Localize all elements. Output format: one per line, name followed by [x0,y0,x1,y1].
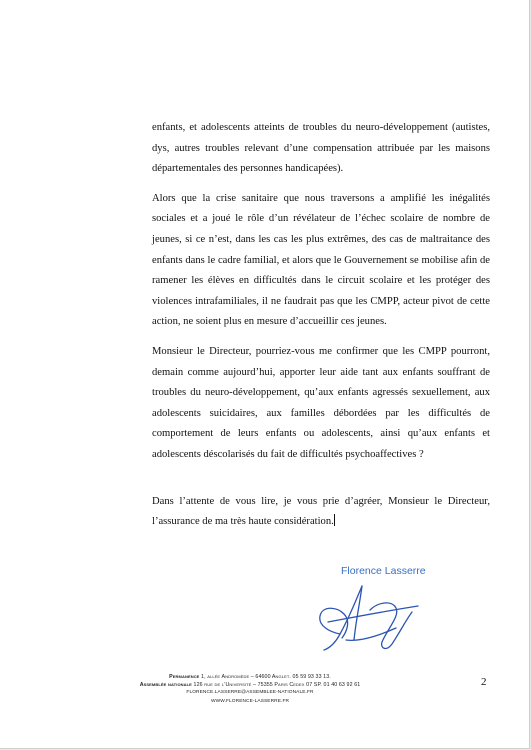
signature-name: Florence Lasserre [341,565,426,577]
page-number: 2 [481,676,487,688]
closing-paragraph [152,492,490,533]
footer-permanence-line [100,673,400,681]
text-cursor [334,514,335,526]
footer-assemblee-label: Assemblée nationale [139,682,192,689]
paragraph-2: Alors que la crise sanitaire que nous traversons a amplifié les inégalités sociales et a joué le rôle d’un révélateur de l’échec scolaire de nombre de jeunes, si ce n’est, dans les cas les plus extrêmes, des cas de maltraitance des enfants dans le cadre familial, et alors que le Gouvernement se mobilise afin de ramener les élèves en difficultés dans le circuit scolaire et les protéger des violences intrafamiliales, il ne faudrait pas que les CMPP, acteur pivot de cette action, ne soient plus en mesure d’accueillir ces jeunes. [152,192,490,328]
footer [100,673,400,706]
footer-permanence-address: 1, allée Andromède – 64600 Anglet. 05 59 93 33 13. [201,674,331,680]
closing-text: Dans l’attente de vous lire, je vous prie d’agréer, Monsieur le Directeur, l’assurance de ma très haute considération. [152,495,490,528]
footer-email: FLORENCE.LASSERRE@ASSEMBLEE-NATIONALE.FR [186,690,314,696]
letter-body [152,118,490,542]
paragraph-1: enfants, et adolescents atteints de troubles du neuro-développement (autistes, dys, autres troubles relevant d’une compensation attribuée par les maisons départementales des personnes handicapées). [152,122,490,175]
footer-permanence-label: Permanence [169,674,200,680]
footer-assemblee-line [100,681,400,689]
handwritten-signature [300,582,430,654]
footer-website: WWW.FLORENCE-LASSERRE.FR [210,698,290,704]
footer-assemblee-address: 126 rue de l’Université – 75355 Paris Cedex 07 SP. 01 40 63 92 61 [193,682,361,689]
paragraph-3: Monsieur le Directeur, pourriez-vous me confirmer que les CMPP pourront, demain comme aujourd’hui, apporter leur aide tant aux enfants souffrant de troubles du neuro-développement, qu’aux enfants agressés sexuellement, aux adolescents suicidaires, aux familles débordées par les difficultés de comportement de leurs enfants ou adolescents, ainsi qu’aux enfants et adolescents déscolarisés du fait de difficultés psychoaffectives ? [152,345,490,460]
